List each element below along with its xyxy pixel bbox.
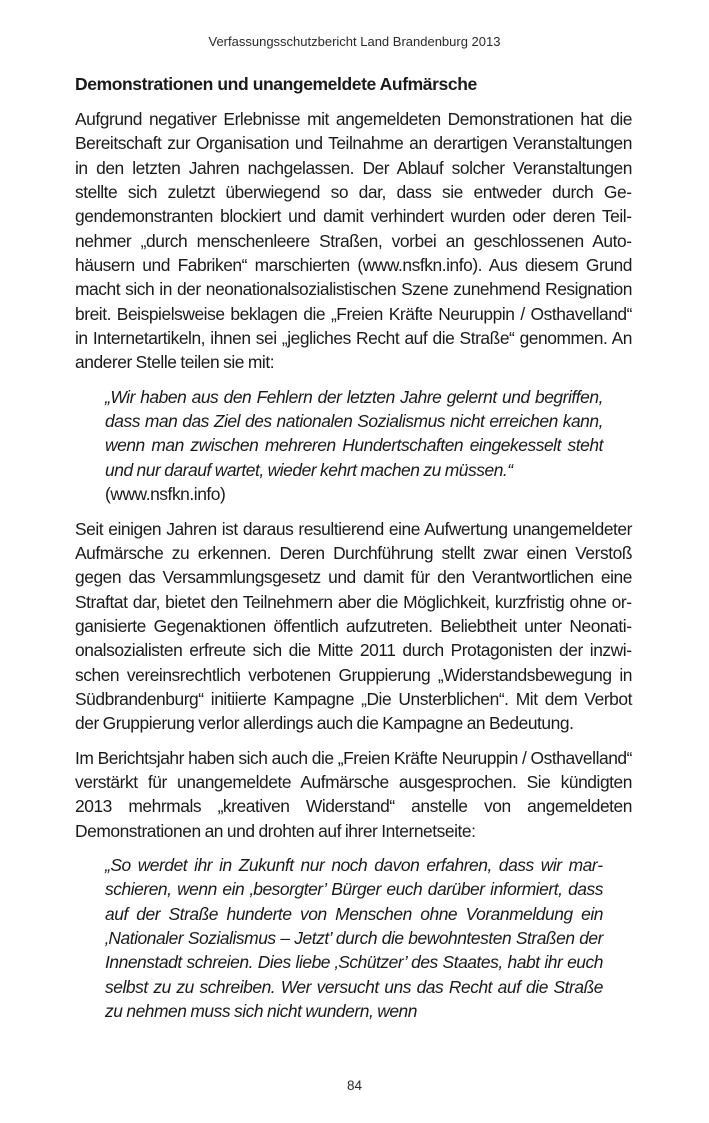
section-heading: Demonstrationen und unangemeldete Aufmärsche bbox=[75, 74, 477, 94]
block-quote bbox=[105, 853, 603, 1023]
paragraph: Seit einigen Jahren ist daraus resultierend eine Aufwertung unangemeldeter Aufmärsche zu erkennen. Deren Durchführung stellt zwar einen Verstoß gegen das Versammlungsgesetz und damit für den Verantwortlichen eine Straftat dar, bietet den Teilnehmern aber die Möglichkeit, kurzfristig ohne organisierte Gegenaktionen öffentlich aufzutreten. Beliebtheit unter Neonationalsozialisten erfreute sich die Mitte 2011 durch Protagonisten der inzwischen vereinsrechtlich verbotenen Gruppierung „Widerstandsbewegung in Südbrandenburg“ initiierte Kampagne „Die Unsterblichen“. Mit dem Verbot der Gruppierung verlor allerdings auch die Kampagne an Bedeutung. bbox=[75, 518, 632, 734]
block-quote bbox=[105, 385, 603, 507]
page-content bbox=[75, 74, 632, 1033]
paragraph: Aufgrund negativer Erlebnisse mit angemeldeten Demonstrationen hat die Bereitschaft zur Organisation und Teilnahme an derartigen Veranstaltungen in den letzten Jahren nachgelassen. Der Ablauf solcher Veranstaltungen stellte sich zuletzt überwiegend so dar, dass sie entweder durch Gegendemonstranten blockiert und damit verhindert wurden oder deren Teilnehmer „durch menschenleere Straßen, vorbei an geschlossenen Autohäusern und Fabriken“ marschierten (www.nsfkn.info). Aus diesem Grund macht sich in der neonationalsozialistischen Szene zunehmend Resignation breit. Beispielsweise beklagen die „Freien Kräfte Neuruppin / Osthavelland“ in Internetartikeln, ihnen sei „jegliches Recht auf die Straße“ genommen. An anderer Stelle teilen sie mit: bbox=[75, 109, 632, 373]
running-header: Verfassungsschutzbericht Land Brandenburg 2013 bbox=[208, 34, 501, 49]
quote-text: „So werdet ihr in Zukunft nur noch davon erfahren, dass wir marschieren, wenn ein ‚besorgter’ Bürger euch darüber informiert, dass auf der Straße hunderte von Menschen ohne Voranmeldung ein ‚Nationaler Sozialismus – Jetzt’ durch die bewohntesten Straßen der Innenstadt schreien. Dies liebe ‚Schützer’ des Staates, habt ihr euch selbst zu zu schreiben. Wer versucht uns das Recht auf die Straße zu nehmen muss sich nicht wundern, wenn bbox=[105, 854, 603, 1022]
quote-text: „Wir haben aus den Fehlern der letzten Jahre gelernt und begriffen, dass man das Ziel des nationalen Sozialismus nicht erreichen kann, wenn man zwischen mehreren Hundertschaften eingekesselt steht und nur darauf wartet, wieder kehrt machen zu müssen.“ bbox=[105, 386, 603, 480]
paragraph: Im Berichtsjahr haben sich auch die „Freien Kräfte Neuruppin / Osthavelland“ verstärkt für unangemeldete Aufmärsche ausgesprochen. Sie kündigten 2013 mehrmals „kreativen Widerstand“ anstelle von angemeldeten Demonstrationen an und drohten auf ihrer Internetseite: bbox=[75, 747, 632, 841]
page-number: 84 bbox=[346, 1078, 363, 1093]
quote-source: (www.nsfkn.info) bbox=[105, 484, 226, 505]
